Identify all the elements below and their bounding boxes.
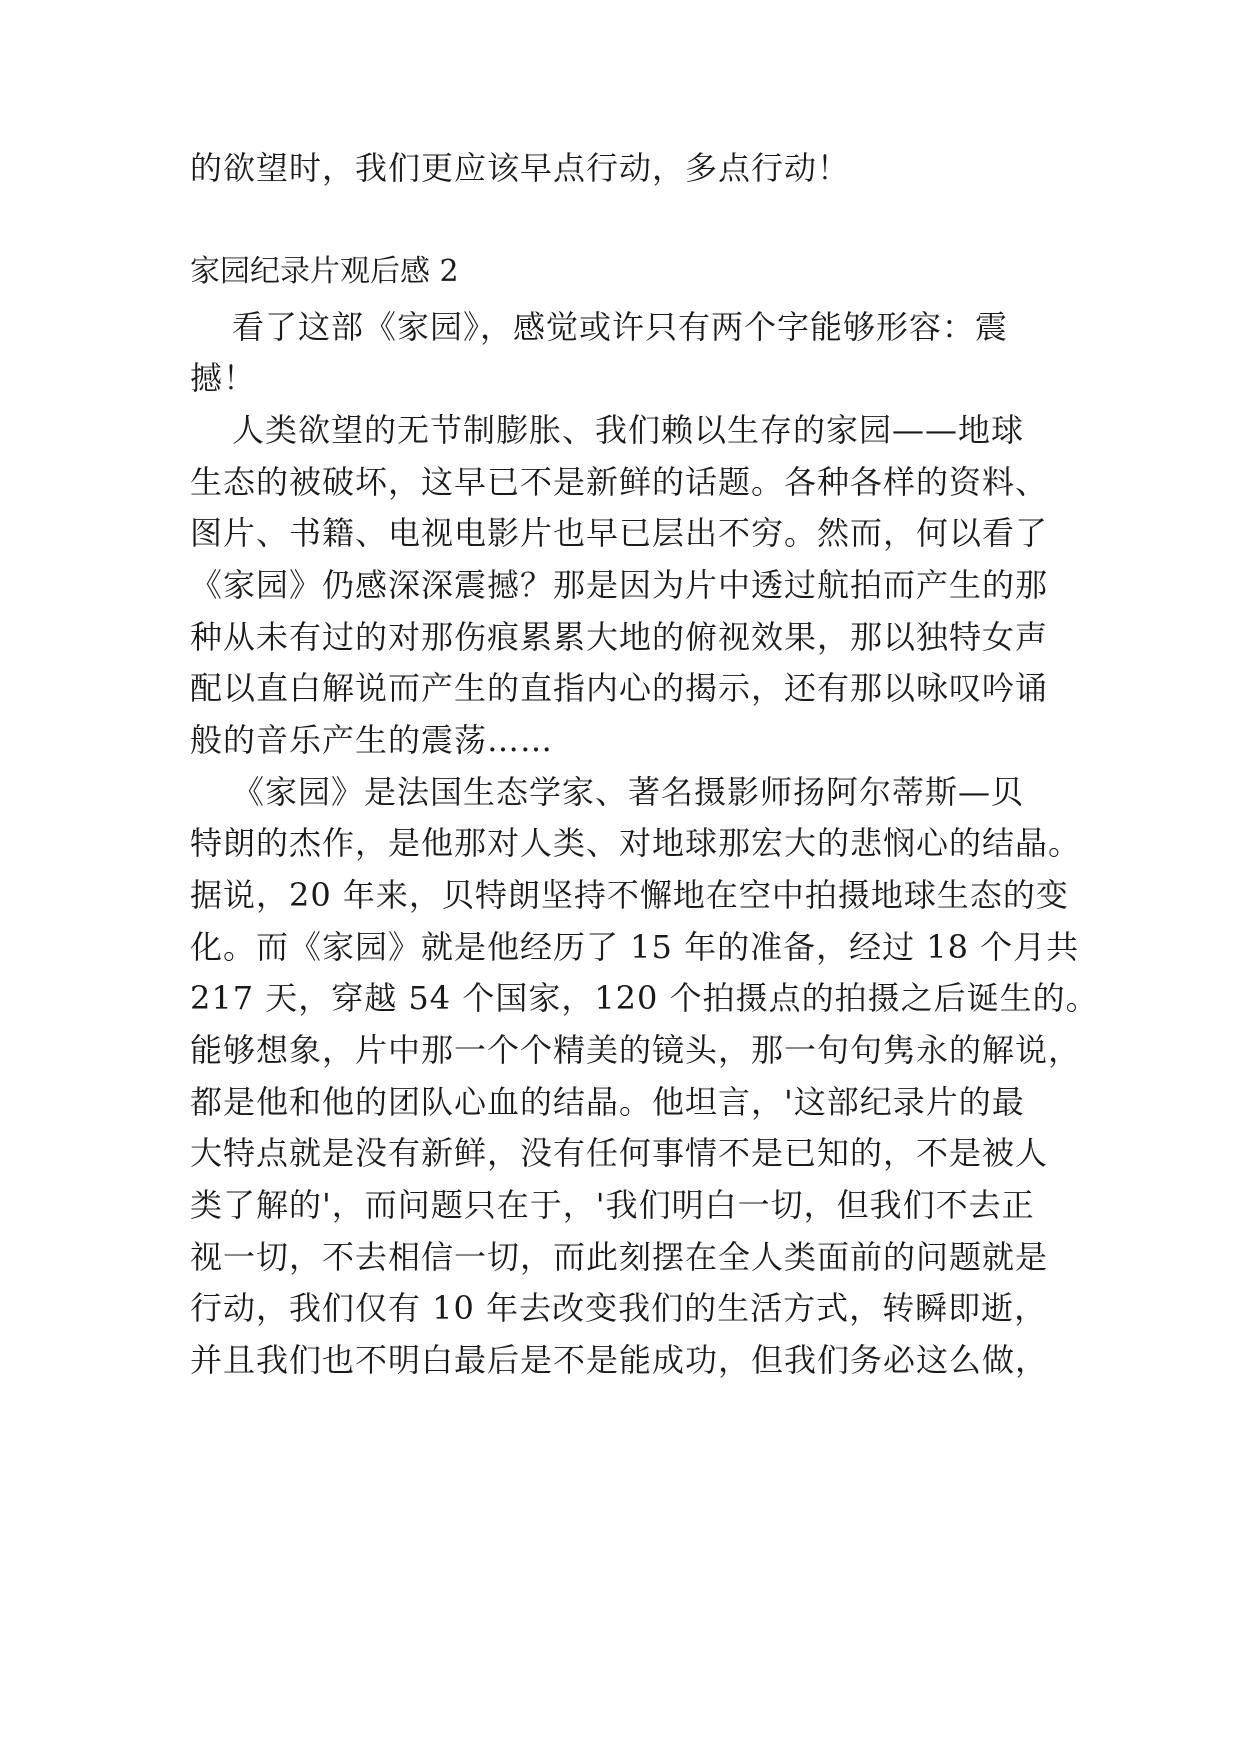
paragraph-line: 217 天，穿越 54 个国家，120 个拍摄点的拍摄之后诞生的。 xyxy=(190,979,1099,1017)
paragraph-line: 能够想象，片中那一个个精美的镜头，那一句句隽永的解说， xyxy=(190,1031,1082,1069)
paragraph-line: 图片、书籍、电视电影片也早已层出不穷。然而，何以看了 xyxy=(190,514,1049,552)
paragraph-line: 视一切，不去相信一切，而此刻摆在全人类面前的问题就是 xyxy=(190,1238,1049,1276)
paragraph-line: 种从未有过的对那伤痕累累大地的俯视效果，那以独特女声 xyxy=(190,618,1049,656)
paragraph-line: 《家园》仍感深深震撼？那是因为片中透过航拍而产生的那 xyxy=(190,566,1049,604)
paragraph-line: 行动，我们仅有 10 年去改变我们的生活方式，转瞬即逝， xyxy=(190,1289,1048,1327)
paragraph-line: 据说，20 年来，贝特朗坚持不懈地在空中拍摄地球生态的变 xyxy=(190,876,1069,914)
paragraph-line: 并且我们也不明白最后是不是能成功，但我们务必这么做， xyxy=(190,1341,1049,1379)
paragraph-line: 人类欲望的无节制膨胀、我们赖以生存的家园——地球 xyxy=(232,411,1025,449)
section-heading: 家园纪录片观后感 2 xyxy=(190,254,459,289)
paragraph-line: 般的音乐产生的震荡…… xyxy=(190,721,554,759)
paragraph-line: 类了解的'，而问题只在于，'我们明白一切，但我们不去正 xyxy=(190,1186,1035,1224)
paragraph-line: 化。而《家园》就是他经历了 15 年的准备，经过 18 个月共 xyxy=(190,928,1080,966)
paragraph-line: 都是他和他的团队心血的结晶。他坦言，'这部纪录片的最 xyxy=(190,1083,1025,1121)
paragraph-line: 生态的被破坏，这早已不是新鲜的话题。各种各样的资料、 xyxy=(190,463,1049,501)
paragraph-line: 撼！ xyxy=(190,359,257,397)
paragraph-line: 配以直白解说而产生的直指内心的揭示，还有那以咏叹吟诵 xyxy=(190,669,1049,707)
text-line: 的欲望时，我们更应该早点行动，多点行动！ xyxy=(190,149,851,187)
paragraph-line: 特朗的杰作，是他那对人类、对地球那宏大的悲悯心的结晶。 xyxy=(190,824,1082,862)
paragraph-line: 《家园》是法国生态学家、著名摄影师扬阿尔蒂斯—贝 xyxy=(232,773,1025,811)
paragraph-line: 大特点就是没有新鲜，没有任何事情不是已知的，不是被人 xyxy=(190,1134,1049,1172)
paragraph-line: 看了这部《家园》，感觉或许只有两个字能够形容：震 xyxy=(232,308,1009,346)
